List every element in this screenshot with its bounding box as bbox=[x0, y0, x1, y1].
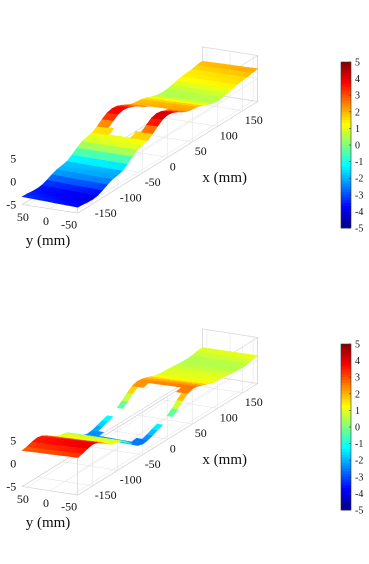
colorbar-band bbox=[341, 397, 351, 400]
colorbar-band bbox=[341, 394, 351, 397]
colorbar-band bbox=[341, 104, 351, 107]
colorbar-band bbox=[341, 112, 351, 115]
colorbar-band bbox=[341, 460, 351, 463]
colorbar-band bbox=[341, 98, 351, 101]
y-axis-label: y (mm) bbox=[25, 232, 71, 249]
x-tick-label: 0 bbox=[169, 159, 176, 174]
colorbar-band bbox=[341, 164, 351, 167]
colorbar-band bbox=[341, 211, 351, 214]
colorbar-band bbox=[341, 485, 351, 488]
y-tick-label: -50 bbox=[61, 499, 78, 514]
colorbar-tick-label: 5 bbox=[355, 339, 360, 351]
colorbar-band bbox=[341, 131, 351, 134]
colorbar-tick-label: 0 bbox=[355, 140, 360, 152]
colorbar-tick-label: 1 bbox=[355, 405, 360, 417]
colorbar-band bbox=[341, 444, 351, 447]
z-tick-label: 0 bbox=[10, 174, 17, 189]
colorbar-band bbox=[341, 195, 351, 198]
colorbar bbox=[341, 58, 363, 235]
colorbar-band bbox=[341, 380, 351, 383]
colorbar-band bbox=[341, 220, 351, 223]
colorbar-band bbox=[341, 178, 351, 181]
colorbar-band bbox=[341, 449, 351, 452]
x-axis-label: x (mm) bbox=[202, 452, 247, 468]
colorbar-tick-label: -5 bbox=[355, 505, 364, 517]
colorbar-band bbox=[341, 81, 351, 84]
x-tick-label: 50 bbox=[194, 425, 207, 440]
colorbar-band bbox=[341, 137, 351, 140]
colorbar-tick-label: -3 bbox=[355, 190, 364, 202]
colorbar-tick-label: -1 bbox=[355, 439, 364, 451]
colorbar-band bbox=[341, 181, 351, 184]
colorbar-tick-label: -3 bbox=[355, 472, 364, 484]
colorbar-tick-label: 4 bbox=[355, 74, 360, 86]
x-tick-label: 0 bbox=[169, 441, 176, 456]
colorbar-band bbox=[341, 427, 351, 430]
colorbar-tick-label: 2 bbox=[355, 389, 360, 401]
colorbar-band bbox=[341, 369, 351, 372]
colorbar-band bbox=[341, 101, 351, 104]
colorbar-band bbox=[341, 488, 351, 491]
y-tick-label: -50 bbox=[61, 217, 78, 232]
colorbar-band bbox=[341, 134, 351, 137]
colorbar-band bbox=[341, 502, 351, 505]
colorbar-band bbox=[341, 87, 351, 90]
colorbar-band bbox=[341, 463, 351, 466]
colorbar-band bbox=[341, 388, 351, 391]
z-tick-label: 0 bbox=[10, 456, 17, 471]
colorbar-band bbox=[341, 493, 351, 496]
colorbar-band bbox=[341, 504, 351, 507]
colorbar-band bbox=[341, 433, 351, 436]
colorbar-band bbox=[341, 477, 351, 480]
colorbar-band bbox=[341, 466, 351, 469]
y-tick-label: 50 bbox=[16, 210, 29, 225]
surface-patch bbox=[102, 416, 113, 422]
colorbar-tick-label: -4 bbox=[355, 488, 364, 500]
surface-plot-bottom-svg bbox=[0, 282, 369, 564]
colorbar-band bbox=[341, 405, 351, 408]
colorbar-band bbox=[341, 162, 351, 165]
colorbar-band bbox=[341, 120, 351, 123]
colorbar-band bbox=[341, 446, 351, 449]
colorbar-band bbox=[341, 115, 351, 118]
colorbar-band bbox=[341, 68, 351, 71]
colorbar-band bbox=[341, 167, 351, 170]
colorbar-band bbox=[341, 452, 351, 455]
colorbar-band bbox=[341, 170, 351, 173]
colorbar-band bbox=[341, 482, 351, 485]
colorbar-tick-label: -5 bbox=[355, 223, 364, 235]
colorbar-band bbox=[341, 471, 351, 474]
colorbar-band bbox=[341, 496, 351, 499]
grid-line-x bbox=[112, 393, 167, 439]
colorbar-band bbox=[341, 106, 351, 109]
colorbar-band bbox=[341, 435, 351, 438]
colorbar-band bbox=[341, 222, 351, 225]
colorbar-band bbox=[341, 344, 351, 347]
colorbar-band bbox=[341, 79, 351, 82]
colorbar-band bbox=[341, 151, 351, 154]
colorbar-band bbox=[341, 377, 351, 380]
x-tick-label: -100 bbox=[119, 190, 142, 205]
z-tick-label: -5 bbox=[6, 479, 17, 494]
colorbar-band bbox=[341, 62, 351, 65]
colorbar-band bbox=[341, 128, 351, 131]
colorbar-tick-label: 1 bbox=[355, 123, 360, 135]
colorbar-band bbox=[341, 430, 351, 433]
colorbar-band bbox=[341, 372, 351, 375]
y-axis-label: y (mm) bbox=[25, 514, 71, 531]
colorbar-tick-label: 3 bbox=[355, 90, 360, 102]
colorbar-band bbox=[341, 148, 351, 151]
colorbar-band bbox=[341, 65, 351, 68]
x-tick-label: 100 bbox=[219, 410, 238, 425]
colorbar-band bbox=[341, 173, 351, 176]
z-tick-label: -5 bbox=[6, 197, 17, 212]
colorbar-band bbox=[341, 139, 351, 142]
colorbar-band bbox=[341, 410, 351, 413]
colorbar-band bbox=[341, 352, 351, 355]
colorbar-tick-label: -1 bbox=[355, 157, 364, 169]
colorbar-band bbox=[341, 383, 351, 386]
colorbar-tick-label: 4 bbox=[355, 356, 360, 368]
x-tick-label: 100 bbox=[219, 128, 238, 143]
x-tick-label: 150 bbox=[244, 394, 263, 409]
colorbar-tick-label: 5 bbox=[355, 57, 360, 69]
colorbar-band bbox=[341, 123, 351, 126]
x-tick-label: -100 bbox=[119, 472, 142, 487]
y-tick-label: 50 bbox=[16, 492, 29, 507]
colorbar-tick-label: -4 bbox=[355, 206, 364, 218]
colorbar-band bbox=[341, 156, 351, 159]
colorbar-tick-label: 3 bbox=[355, 372, 360, 384]
colorbar-band bbox=[341, 153, 351, 156]
x-axis-label: x (mm) bbox=[202, 170, 247, 186]
y-tick-label: 0 bbox=[43, 495, 49, 510]
surface-patch bbox=[122, 393, 133, 402]
colorbar-band bbox=[341, 366, 351, 369]
x-tick-label: 150 bbox=[244, 112, 263, 127]
colorbar-band bbox=[341, 350, 351, 353]
x-tick-label: -150 bbox=[94, 205, 117, 220]
colorbar-band bbox=[341, 95, 351, 98]
colorbar-band bbox=[341, 413, 351, 416]
colorbar-band bbox=[341, 70, 351, 73]
colorbar-band bbox=[341, 421, 351, 424]
surface bbox=[22, 348, 257, 458]
colorbar-band bbox=[341, 189, 351, 192]
colorbar-band bbox=[341, 419, 351, 422]
x-tick-label: -50 bbox=[144, 174, 161, 189]
x-tick-label: -50 bbox=[144, 456, 161, 471]
colorbar-tick-label: 0 bbox=[355, 422, 360, 434]
colorbar-band bbox=[341, 90, 351, 93]
x-tick-label: -150 bbox=[94, 487, 117, 502]
colorbar-band bbox=[341, 206, 351, 209]
colorbar-band bbox=[341, 438, 351, 441]
colorbar-band bbox=[341, 187, 351, 190]
colorbar-band bbox=[341, 399, 351, 402]
grid-line-y bbox=[27, 330, 207, 488]
colorbar-band bbox=[341, 73, 351, 76]
colorbar-band bbox=[341, 217, 351, 220]
colorbar-tick-label: 2 bbox=[355, 107, 360, 119]
x-tick-label: 50 bbox=[194, 143, 207, 158]
z-tick-label: 5 bbox=[10, 433, 17, 448]
colorbar-band bbox=[341, 145, 351, 148]
colorbar-tick-label: -2 bbox=[355, 455, 364, 467]
colorbar-band bbox=[341, 455, 351, 458]
y-tick-label: 0 bbox=[43, 213, 49, 228]
z-tick-label: 5 bbox=[10, 151, 17, 166]
colorbar-band bbox=[341, 200, 351, 203]
colorbar-band bbox=[341, 469, 351, 472]
colorbar-band bbox=[341, 214, 351, 217]
colorbar bbox=[341, 340, 363, 517]
colorbar-band bbox=[341, 198, 351, 201]
surface-plot-bottom bbox=[0, 282, 369, 564]
colorbar-band bbox=[341, 499, 351, 502]
colorbar-band bbox=[341, 355, 351, 358]
colorbar-tick-label: -2 bbox=[355, 173, 364, 185]
colorbar-band bbox=[341, 184, 351, 187]
colorbar-band bbox=[341, 203, 351, 206]
colorbar-band bbox=[341, 386, 351, 389]
colorbar-band bbox=[341, 347, 351, 350]
colorbar-band bbox=[341, 117, 351, 120]
surface-patch bbox=[127, 386, 138, 394]
colorbar-band bbox=[341, 361, 351, 364]
surface-patch bbox=[117, 401, 128, 409]
surface-patch bbox=[177, 393, 188, 401]
colorbar-band bbox=[341, 84, 351, 87]
colorbar-band bbox=[341, 416, 351, 419]
colorbar-band bbox=[341, 402, 351, 405]
colorbar-band bbox=[341, 363, 351, 366]
colorbar-band bbox=[341, 480, 351, 483]
